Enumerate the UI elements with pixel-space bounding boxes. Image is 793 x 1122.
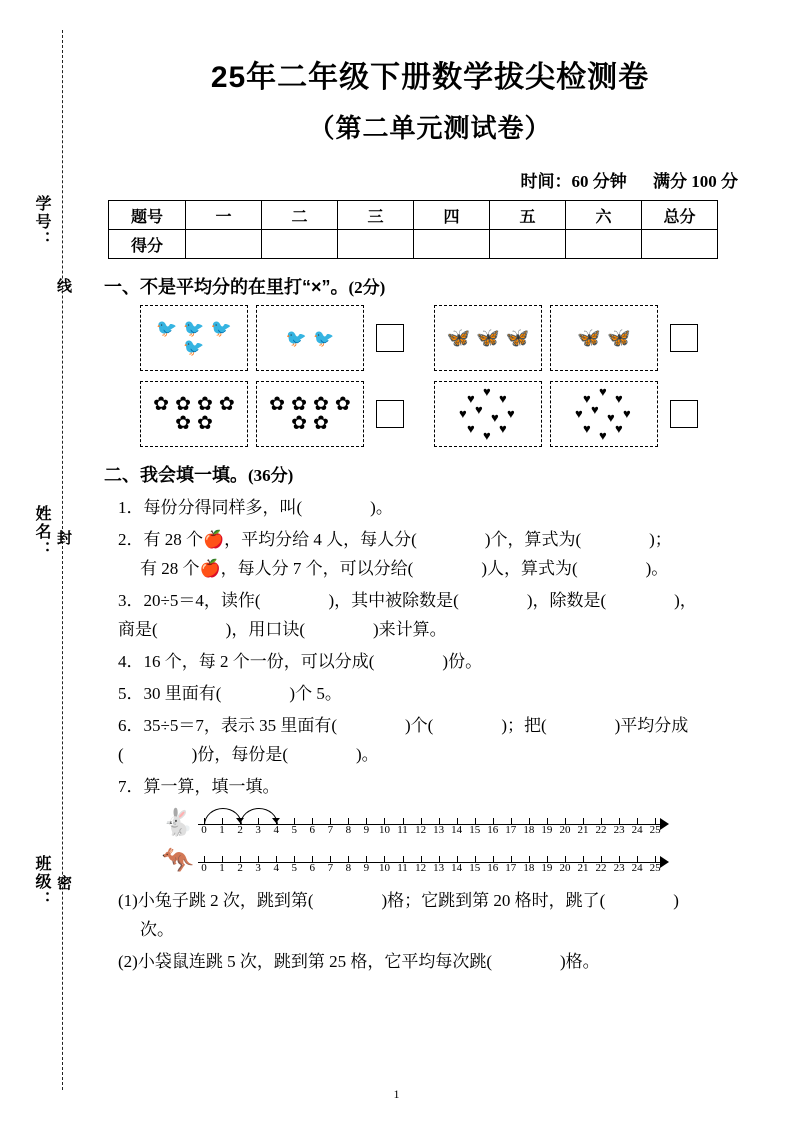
score-table-row-label: 题号: [109, 201, 186, 230]
question-7-sub-2: (2)小袋鼠连跳 5 次，跳到第 25 格，它平均每次跳( )格。: [118, 952, 600, 971]
number-line-tick-label: 8: [345, 824, 352, 836]
number-line-tick-label: 4: [273, 862, 279, 874]
flower-icon: ✿: [269, 394, 286, 415]
bird-icon: 🐦: [183, 338, 205, 357]
butterfly-icon: 🦋: [446, 327, 471, 349]
flower-group-a: [140, 381, 248, 447]
heart-group-b: [550, 381, 658, 447]
section-1-points: (2分): [348, 278, 386, 297]
score-col-total: 总分: [642, 201, 718, 230]
answer-box-2[interactable]: [670, 324, 698, 352]
bird-icon: 🐦: [210, 319, 232, 338]
score-cell-total[interactable]: [642, 230, 718, 259]
flower-icon: ✿: [313, 413, 329, 434]
question-6-line-1: 6．35÷5＝7，表示 35 里面有( )个( )；把( )平均分成: [118, 716, 689, 735]
number-line-tick-label: 22: [595, 824, 607, 836]
score-cell-4[interactable]: [414, 230, 490, 259]
page-subtitle: （第二单元测试卷）: [308, 113, 552, 143]
number-line-tick-label: 23: [613, 824, 625, 836]
question-7-sub-1-line-2: 次。: [140, 920, 174, 939]
bird-icon: 🐦: [183, 319, 205, 338]
butterfly-icon: 🦋: [577, 327, 601, 349]
class-label: 班级：: [33, 855, 50, 909]
answer-box-3[interactable]: [376, 400, 404, 428]
number-line-tick-label: 18: [523, 824, 535, 836]
heart-group-a: [434, 381, 542, 447]
number-line-tick-label: 25: [649, 862, 661, 874]
page-number: 1: [393, 1087, 400, 1101]
question-2-line-2: 有 28 个🍎，每人分 7 个，可以分给( )人，算式为( )。: [140, 559, 669, 578]
question-7: 7．算一算，填一填。: [118, 777, 280, 796]
score-cell-6[interactable]: [566, 230, 642, 259]
number-line-figure: [158, 804, 760, 876]
picture-row-2: [140, 381, 760, 447]
bird-icon: 🐦: [313, 328, 335, 348]
butterfly-group-a: [434, 305, 542, 371]
number-line-tick-label: 1: [219, 862, 225, 874]
number-line-axis: [198, 862, 660, 863]
number-line-tick-label: 18: [523, 862, 535, 874]
flower-icon: ✿: [334, 394, 351, 415]
number-line-tick-label: 9: [363, 862, 370, 874]
section-2-title: 二、我会填一填。: [104, 465, 248, 485]
number-line-tick-label: 9: [363, 824, 370, 836]
seal-feng-char: 封: [55, 530, 72, 547]
number-line-row-rabbit: [158, 804, 760, 838]
number-line-tick-label: 14: [451, 824, 463, 836]
number-line-tick-label: 21: [577, 824, 589, 836]
section-2-heading: [104, 461, 760, 487]
number-line-tick-label: 20: [559, 824, 571, 836]
number-line-tick-label: 10: [378, 824, 390, 836]
seal-line-char: 线: [55, 278, 72, 295]
score-cell-3[interactable]: [338, 230, 414, 259]
number-line-tick-label: 20: [559, 862, 571, 874]
jump-arrow-icon: [272, 818, 280, 823]
flower-icon: ✿: [153, 394, 170, 415]
question-5: 5．30 里面有( )个 5。: [118, 684, 342, 703]
heart-ring-icon: ♥ ♥ ♥ ♥ ♥ ♥ ♥ ♥ ♥ ♥: [459, 384, 515, 443]
score-cell-5[interactable]: [490, 230, 566, 259]
number-line-row-kangaroo: [158, 842, 760, 876]
score-col-1: 一: [186, 201, 262, 230]
number-line-tick-label: 23: [613, 862, 625, 874]
exam-meta: [100, 167, 760, 192]
number-line-tick-label: 25: [649, 824, 661, 836]
question-7-subitems: [118, 886, 760, 976]
score-col-3: 三: [338, 201, 414, 230]
number-line-tick-label: 0: [201, 824, 207, 836]
total-points: 满分 100 分: [653, 172, 738, 191]
number-line-tick-label: 2: [237, 862, 243, 874]
score-table: [108, 200, 718, 259]
score-col-6: 六: [566, 201, 642, 230]
question-2: [118, 525, 760, 583]
bird-group-b: [256, 305, 364, 371]
number-line-tick-label: 21: [577, 862, 589, 874]
arrow-head-icon: [660, 818, 669, 830]
answer-box-1[interactable]: [376, 324, 404, 352]
name-label: 姓名：: [33, 505, 50, 559]
butterfly-icon: 🦋: [505, 327, 530, 349]
number-line-tick-label: 2: [237, 824, 243, 836]
score-col-2: 二: [262, 201, 338, 230]
question-4: 4．16 个，每 2 个一份，可以分成( )份。: [118, 652, 483, 671]
number-line-tick-label: 8: [345, 862, 352, 874]
student-id-label: 学号：: [33, 195, 50, 249]
number-line-tick-label: 24: [631, 824, 643, 836]
flower-icon: ✿: [197, 413, 213, 434]
section-2-points: (36分): [248, 466, 294, 485]
flower-icon: ✿: [175, 394, 191, 415]
number-line-tick-label: 3: [255, 824, 261, 836]
flower-icon: ✿: [197, 394, 213, 415]
number-line-kangaroo: [198, 842, 668, 876]
number-line-tick-label: 7: [327, 824, 334, 836]
rabbit-icon: 🐇: [161, 808, 195, 837]
score-table-row-label-2: 得分: [109, 230, 186, 259]
score-table-value-row: [109, 230, 718, 259]
number-line-tick-label: 13: [433, 862, 445, 874]
flower-group-b: [256, 381, 364, 447]
number-line-tick-label: 17: [505, 824, 517, 836]
heart-ring-icon: ♥ ♥ ♥ ♥ ♥ ♥ ♥ ♥ ♥ ♥: [575, 384, 631, 443]
answer-box-4[interactable]: [670, 400, 698, 428]
picture-exercise: [140, 305, 760, 447]
time-limit: 时间：60 分钟: [520, 172, 627, 191]
number-line-tick-label: 0: [201, 862, 207, 874]
number-line-tick-label: 6: [309, 862, 316, 874]
number-line-tick-label: 12: [415, 862, 427, 874]
arrow-head-icon: [660, 856, 669, 868]
seal-mi-char: 密: [55, 875, 72, 892]
question-7-sub-1-line-1: (1)小兔子跳 2 次，跳到第( )格；它跳到第 20 格时，跳了( ): [118, 891, 679, 910]
number-line-tick-label: 6: [309, 824, 316, 836]
score-col-4: 四: [414, 201, 490, 230]
question-7-sub-1: [118, 886, 760, 944]
number-line-tick-label: 22: [595, 862, 607, 874]
number-line-tick-label: 3: [255, 862, 261, 874]
bird-icon: 🐦: [285, 328, 307, 348]
dashed-seal-line: [62, 30, 63, 1090]
flower-icon: ✿: [291, 413, 307, 434]
butterfly-icon: 🦋: [476, 327, 500, 349]
question-6-line-2: ( )份，每份是( )。: [118, 745, 379, 764]
number-line-tick-label: 15: [469, 862, 481, 874]
number-line-tick-label: 1: [219, 824, 225, 836]
butterfly-group-b: [550, 305, 658, 371]
score-col-5: 五: [490, 201, 566, 230]
fill-in-blank-list: [118, 493, 760, 801]
question-3: [118, 586, 760, 644]
number-line-tick-label: 5: [291, 862, 297, 874]
margin-strip: [0, 0, 100, 1122]
number-line-tick-label: 11: [397, 862, 408, 874]
number-line-tick-label: 15: [469, 824, 481, 836]
number-line-tick-label: 13: [433, 824, 445, 836]
score-cell-1[interactable]: [186, 230, 262, 259]
number-line-tick-label: 4: [273, 824, 279, 836]
question-1: 1．每份分得同样多，叫( )。: [118, 498, 393, 517]
question-3-line-1: 3．20÷5＝4，读作( )，其中被除数是( )，除数是( )，: [118, 591, 697, 610]
exam-sheet: [100, 0, 760, 1122]
flower-icon: ✿: [218, 394, 235, 415]
number-line-tick-label: 16: [487, 862, 499, 874]
score-cell-2[interactable]: [262, 230, 338, 259]
bird-icon: 🐦: [156, 319, 178, 338]
score-table-header-row: [109, 201, 718, 230]
number-line-tick-label: 24: [631, 862, 643, 874]
kangaroo-icon: 🦘: [161, 846, 195, 875]
number-line-tick-label: 17: [505, 862, 517, 874]
flower-icon: ✿: [291, 394, 307, 415]
question-3-line-2: 商是( )，用口诀( )来计算。: [118, 620, 447, 639]
butterfly-icon: 🦋: [607, 327, 631, 349]
number-line-tick-label: 11: [397, 824, 408, 836]
number-line-tick-label: 12: [415, 824, 427, 836]
picture-row-1: [140, 305, 760, 371]
page-title: 25年二年级下册数学拔尖检测卷: [210, 61, 650, 94]
number-line-tick-label: 19: [541, 862, 553, 874]
number-line-tick-label: 16: [487, 824, 499, 836]
number-line-tick-label: 10: [378, 862, 390, 874]
flower-icon: ✿: [175, 413, 191, 434]
section-1-heading: [104, 273, 760, 299]
number-line-tick-label: 14: [451, 862, 463, 874]
question-6: [118, 711, 760, 769]
number-line-tick-label: 19: [541, 824, 553, 836]
number-line-tick-label: 7: [327, 862, 334, 874]
flower-icon: ✿: [313, 394, 329, 415]
bird-group-a: [140, 305, 248, 371]
number-line-tick-label: 5: [291, 824, 297, 836]
section-1-title: 一、不是平均分的在里打“×”。: [104, 277, 349, 297]
question-2-line-1: 2．有 28 个🍎，平均分给 4 人，每人分( )个，算式为( )；: [118, 530, 672, 549]
number-line-rabbit: [198, 804, 668, 838]
